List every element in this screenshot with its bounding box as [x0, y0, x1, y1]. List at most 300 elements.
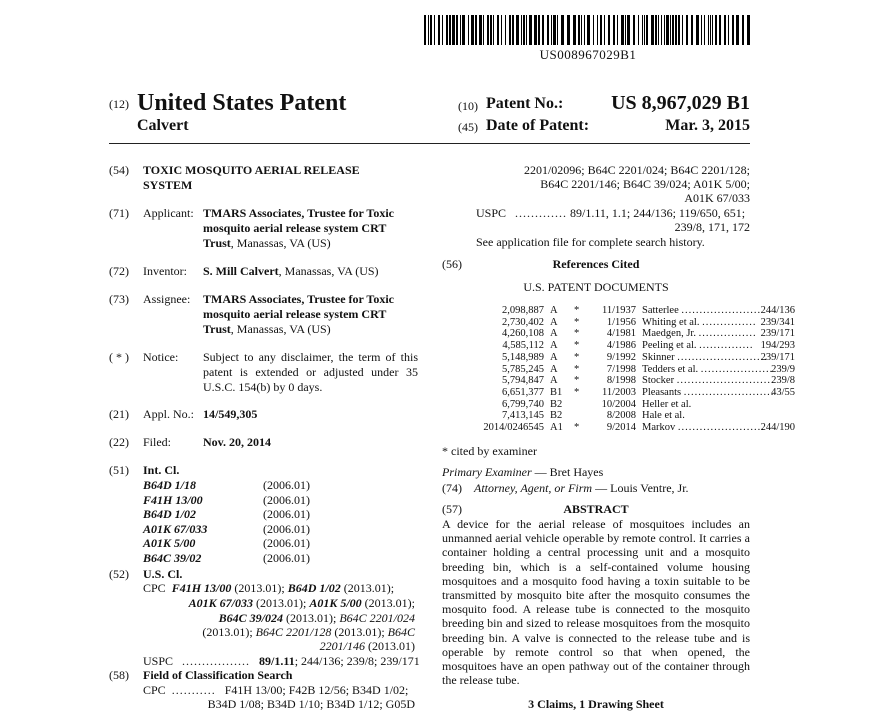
- ref-cited-star: *: [574, 305, 580, 316]
- int-cl-class: A01K 5/00: [143, 536, 196, 550]
- barcode-bar: [581, 15, 582, 45]
- field-search-line-2: B34D 1/08; B34D 1/10; B34D 1/12; G05D: [207, 697, 415, 711]
- code-56: (56): [442, 257, 462, 271]
- ref-cited-star: [574, 410, 586, 422]
- ref-class: 244/190: [760, 422, 795, 434]
- code-52: (52): [109, 567, 129, 581]
- barcode-bar: [424, 15, 426, 45]
- barcode-bar: [724, 15, 726, 45]
- patent-number-label: Patent No.:: [486, 95, 564, 112]
- date-of-patent-label: Date of Patent:: [486, 117, 590, 134]
- ref-class: 239/171: [760, 328, 795, 340]
- leader-dots: ...............: [702, 316, 757, 328]
- int-cl-class: B64C 39/02: [143, 550, 202, 565]
- ref-class: [727, 410, 795, 422]
- primary-examiner-name: — Bret Hayes: [531, 465, 604, 479]
- barcode-bar: [553, 15, 556, 45]
- filed-label: Filed:: [143, 435, 172, 449]
- barcode-bar: [627, 15, 630, 45]
- barcode-bar: [644, 15, 645, 45]
- ref-number: 4,585,112: [502, 340, 544, 352]
- barcode-bar: [516, 15, 519, 45]
- ref-kind: B1: [550, 386, 563, 398]
- barcode-bar: [747, 15, 750, 45]
- leader-dots: ...........................: [676, 375, 775, 387]
- ref-kind: B2: [550, 398, 563, 410]
- leader-dots: .................: [182, 654, 251, 668]
- notice-text: Subject to any disclaimer, the term of this patent is extended or adjusted under 35 U.S.C. 154(b) by 0 days.: [203, 350, 418, 394]
- primary-examiner-label: Primary Examiner: [442, 465, 532, 479]
- barcode-bar: [526, 15, 527, 45]
- barcode-bar: [651, 15, 654, 45]
- barcode-bar: [529, 15, 532, 45]
- ref-inventor: [642, 340, 754, 352]
- uspc-primary: 89/1.11: [259, 654, 295, 668]
- invention-title: TOXIC MOSQUITO AERIAL RELEASE SYSTEM: [143, 163, 360, 192]
- barcode-bar: [557, 15, 558, 45]
- us-cl-cpc-line-3: [219, 611, 415, 626]
- field-of-search-label: Field of Classification Search: [143, 668, 293, 682]
- ref-kind: A: [550, 316, 558, 328]
- barcode-bar: [434, 15, 435, 45]
- int-cl-class: B64D 1/18: [143, 478, 197, 492]
- int-cl-label: Int. Cl.: [143, 463, 180, 477]
- barcode-bar: [490, 15, 492, 45]
- ref-inventor: [642, 399, 727, 411]
- ref-number: 4,260,108: [502, 328, 544, 340]
- uspc-prefix: USPC: [143, 654, 174, 668]
- ref-cited-star: *: [574, 375, 580, 387]
- barcode-bar: [487, 15, 489, 45]
- barcode-bar: [732, 15, 734, 45]
- barcode-bar: [561, 15, 564, 45]
- cpc-prefix: CPC: [143, 581, 166, 595]
- barcode-bar: [600, 15, 602, 45]
- code-10: (10): [458, 99, 478, 113]
- barcode-bar: [551, 15, 552, 45]
- leader-dots: ...............: [699, 340, 754, 352]
- leader-dots: ................: [698, 328, 757, 340]
- reference-row: [460, 352, 795, 364]
- code-72: (72): [109, 264, 129, 278]
- applicant-name: TMARS Associates, Trustee for Toxic mosquito aerial release system CRT Trust: [203, 206, 394, 250]
- ref-cited-star: *: [574, 422, 580, 434]
- cpc-class: A01K 5/00: [309, 596, 362, 610]
- us-cl-label: U.S. Cl.: [143, 567, 183, 581]
- attorney-line: [474, 481, 689, 496]
- ref-kind: A: [550, 363, 558, 375]
- barcode-bar: [691, 15, 693, 45]
- cpc-version: (2013.01);: [361, 596, 415, 610]
- barcode-bar: [438, 15, 440, 45]
- barcode-bar: [442, 15, 443, 45]
- barcode-bar: [710, 15, 711, 45]
- ref-inventor: [642, 351, 768, 364]
- barcode-bar: [593, 15, 594, 45]
- int-cl-version: (2006.01): [263, 536, 310, 550]
- leader-dots: .............: [515, 206, 568, 220]
- ref-date: 7/1998: [606, 363, 636, 375]
- ref-date: 10/2004: [601, 398, 636, 410]
- ref-date: 9/1992: [606, 351, 636, 363]
- abstract-title: ABSTRACT: [563, 502, 629, 516]
- ref-number: 6,651,377: [502, 386, 544, 398]
- cpc-version: (2013.01);: [283, 611, 340, 625]
- ref-class: 244/136: [760, 305, 795, 316]
- attorney-label: Attorney, Agent, or Firm: [474, 481, 593, 495]
- assignee-location: , Manassas, VA (US): [230, 322, 331, 336]
- code-45: (45): [458, 120, 478, 134]
- barcode-bar: [512, 15, 514, 45]
- reference-row: [460, 375, 795, 387]
- date-of-patent: Mar. 3, 2015: [665, 117, 750, 134]
- ref-inventor: [642, 422, 765, 434]
- barcode-bar: [509, 15, 511, 45]
- patent-number: US 8,967,029 B1: [611, 92, 750, 114]
- barcode-bar: [449, 15, 451, 45]
- barcode-bar: [708, 15, 709, 45]
- cpc-class: B64C: [387, 625, 415, 639]
- ref-date: 11/2003: [601, 386, 636, 398]
- ref-class: 194/293: [760, 340, 795, 352]
- barcode-bar: [613, 15, 615, 45]
- reference-row: [460, 422, 795, 434]
- ref-inventor: [642, 363, 774, 376]
- ref-cited-star: *: [574, 340, 580, 352]
- barcode-bar: [742, 15, 744, 45]
- inventor-label: Inventor:: [143, 264, 187, 278]
- barcode-bar: [682, 15, 683, 45]
- inventor-full-name: S. Mill Calvert: [203, 264, 279, 278]
- ref-kind: A: [550, 375, 558, 387]
- ref-class: 43/55: [771, 386, 795, 398]
- leader-dots: ....................: [700, 363, 774, 375]
- uspc-others: ; 244/136; 239/8; 239/171: [294, 654, 420, 668]
- barcode-bar: [621, 15, 624, 45]
- ref-cited-star: *: [574, 316, 580, 328]
- ref-inventor-text: Heller et al.: [642, 398, 692, 410]
- barcode-bar: [475, 15, 477, 45]
- primary-examiner-line: [442, 465, 603, 480]
- code-73: (73): [109, 292, 129, 306]
- int-cl-version: (2006.01): [263, 521, 310, 536]
- reference-row: [460, 305, 795, 317]
- inventor-location: , Manassas, VA (US): [278, 264, 379, 278]
- ref-inventor-text: Hale et al.: [642, 410, 685, 422]
- barcode-bar: [430, 15, 432, 45]
- barcode-bar: [483, 15, 484, 45]
- ref-number: 2,730,402: [502, 316, 544, 328]
- cpc-version: (2013.01);: [202, 625, 256, 639]
- cpc-version: (2013.01);: [231, 581, 288, 595]
- inventor-surname: Calvert: [137, 117, 189, 134]
- ref-inventor: [642, 386, 775, 399]
- ref-class: 239/8: [771, 375, 795, 387]
- filed-value: Nov. 20, 2014: [203, 435, 272, 449]
- barcode-bar: [712, 15, 713, 45]
- us-cl-cpc-line-5: [320, 639, 415, 654]
- barcode-bar: [468, 15, 469, 45]
- barcode-bar: [736, 15, 739, 45]
- claims-summary: 3 Claims, 1 Drawing Sheet: [528, 697, 664, 711]
- document-type: United States Patent: [137, 90, 347, 116]
- appl-no-label: Appl. No.:: [143, 407, 194, 421]
- barcode-bar: [655, 15, 657, 45]
- leader-dots: ......................: [681, 305, 762, 316]
- barcode-bar: [686, 15, 688, 45]
- code-12: (12): [109, 97, 129, 111]
- ref-cited-star: *: [574, 386, 580, 398]
- ref-kind: A: [550, 328, 558, 340]
- leader-dots: .........................: [683, 386, 775, 398]
- ref-kind: A1: [550, 422, 563, 434]
- ref-class: 239/9: [771, 363, 795, 375]
- barcode-bar: [479, 15, 482, 45]
- uspc-classes: 89/1.11, 1.1; 244/136; 119/650, 651;: [570, 206, 746, 220]
- us-cl-cpc-line-2: [189, 596, 415, 611]
- ref-date: 9/2014: [606, 422, 636, 434]
- barcode-bar: [658, 15, 659, 45]
- ref-inventor-text: Skinner: [642, 351, 675, 363]
- us-cl-uspc-line: [143, 654, 420, 669]
- ref-date: 8/1998: [606, 375, 636, 387]
- barcode-bar: [542, 15, 544, 45]
- barcode-bar: [719, 15, 721, 45]
- ref-inventor-text: Peeling et al.: [642, 340, 697, 352]
- references-cited-title: References Cited: [552, 257, 640, 271]
- applicant-location: , Manassas, VA (US): [230, 236, 331, 250]
- us-patent-documents-heading: U.S. PATENT DOCUMENTS: [523, 280, 669, 294]
- ref-cited-star: *: [574, 328, 580, 340]
- cpc-class: B64C 2201/128: [255, 625, 332, 639]
- appl-no-value: 14/549,305: [203, 407, 258, 421]
- barcode-bar: [638, 15, 639, 45]
- ref-inventor-text: Maedgen, Jr.: [642, 328, 696, 340]
- int-cl-class: B64D 1/02: [143, 507, 197, 521]
- barcode-bar: [661, 15, 662, 45]
- int-cl-row: [143, 551, 310, 566]
- barcode-bar: [501, 15, 502, 45]
- barcode-bar: [666, 15, 669, 45]
- code-51: (51): [109, 463, 129, 477]
- ref-number: 5,794,847: [502, 375, 544, 387]
- barcode-bar: [505, 15, 506, 45]
- barcode-bar: [704, 15, 705, 45]
- barcode-bar: [675, 15, 677, 45]
- see-application-note: See application file for complete search history.: [476, 235, 705, 249]
- ref-number: 6,799,740: [502, 398, 544, 410]
- leader-dots: ...........: [171, 683, 216, 697]
- barcode-bar: [604, 15, 605, 45]
- reference-row: [460, 364, 795, 376]
- ref-inventor: [642, 316, 757, 329]
- ref-inventor-text: Stocker: [642, 375, 675, 387]
- barcode-bar: [670, 15, 671, 45]
- ref-inventor-text: Whiting et al.: [642, 316, 700, 328]
- assignee-field: [203, 292, 418, 337]
- ref-cited-star: *: [574, 351, 580, 363]
- barcode-bar: [696, 15, 699, 45]
- barcode-bar: [452, 15, 455, 45]
- barcode-bar: [578, 15, 580, 45]
- ref-cited-star: *: [574, 363, 580, 375]
- barcode-bar: [428, 15, 429, 45]
- ref-kind: A: [550, 340, 558, 352]
- barcode-bar: [534, 15, 537, 45]
- ref-number: 2,098,887: [502, 305, 544, 316]
- applicant-field: [203, 206, 418, 251]
- ref-number: 2014/0246545: [483, 422, 544, 434]
- cpc-class: A01K 67/033: [188, 596, 253, 610]
- us-cl-cpc-line-1: [143, 581, 394, 596]
- ref-inventor-text: Markov: [642, 422, 676, 434]
- search-classes: F41H 13/00; F42B 12/56; B34D 1/02;: [224, 683, 409, 697]
- ref-number: 7,413,145: [502, 410, 544, 422]
- code-71: (71): [109, 206, 129, 220]
- barcode-bar: [547, 15, 549, 45]
- cpc-version: (2013.01);: [340, 581, 395, 595]
- code-58: (58): [109, 668, 129, 682]
- cpc-class: 2201/146: [319, 639, 365, 653]
- cpc-class: B64C 2201/024: [339, 611, 415, 625]
- int-cl-class: A01K 67/033: [143, 521, 208, 536]
- search-cont-line-1: 2201/02096; B64C 2201/024; B64C 2201/128;: [523, 163, 750, 177]
- ref-inventor: [642, 375, 775, 387]
- code-21: (21): [109, 407, 129, 421]
- barcode-bar: [642, 15, 643, 45]
- int-cl-class: F41H 13/00: [143, 492, 203, 507]
- ref-inventor: [642, 305, 762, 317]
- reference-row: [460, 317, 795, 329]
- int-cl-row: [143, 522, 310, 537]
- barcode-bar: [523, 15, 525, 45]
- applicant-label: Applicant:: [143, 206, 194, 220]
- code-22: (22): [109, 435, 129, 449]
- reference-row: [460, 340, 795, 352]
- cpc-class: B64C 39/024: [218, 611, 283, 625]
- barcode-bar: [538, 15, 540, 45]
- ref-inventor-text: Tedders et al.: [642, 363, 699, 375]
- barcode-bar: [625, 15, 626, 45]
- cpc-version: (2013.01);: [253, 596, 310, 610]
- reference-row: [460, 328, 795, 340]
- leader-dots: .........................: [677, 351, 768, 363]
- assignee-label: Assignee:: [143, 292, 191, 306]
- barcode-bar: [633, 15, 635, 45]
- int-cl-row: [143, 507, 310, 522]
- ref-class: [727, 399, 795, 411]
- assignee-name: TMARS Associates, Trustee for Toxic mosquito aerial release system CRT Trust: [203, 292, 394, 336]
- barcode-bar: [567, 15, 570, 45]
- cpc-class: F41H 13/00: [171, 581, 232, 595]
- ref-inventor-text: Satterlee: [642, 305, 679, 316]
- attorney-name: — Louis Ventre, Jr.: [592, 481, 689, 495]
- cpc-version: (2013.01);: [331, 625, 388, 639]
- ref-inventor-text: Pleasants: [642, 386, 682, 398]
- barcode-bar: [460, 15, 461, 45]
- search-uspc-line-1: [476, 206, 745, 221]
- cpc-class: B64D 1/02: [287, 581, 341, 595]
- ref-number: 5,785,245: [502, 363, 544, 375]
- code-notice: ( * ): [109, 350, 129, 364]
- inventor-field: [203, 264, 379, 279]
- header-divider: [109, 143, 750, 144]
- leader-dots: ........................: [677, 422, 765, 434]
- references-table: [460, 305, 795, 434]
- int-cl-table: [143, 478, 310, 565]
- barcode-bar: [664, 15, 665, 45]
- int-cl-version: (2006.01): [263, 478, 310, 492]
- barcode-bar: [471, 15, 474, 45]
- int-cl-version: (2006.01): [263, 507, 310, 521]
- code-57: (57): [442, 502, 462, 516]
- barcode-bar: [456, 15, 458, 45]
- barcode-bar: [608, 15, 610, 45]
- notice-label: Notice:: [143, 350, 179, 364]
- ref-date: 8/2008: [606, 410, 636, 422]
- int-cl-version: (2006.01): [263, 550, 310, 565]
- cited-by-examiner-note: * cited by examiner: [442, 444, 537, 458]
- barcode-bar: [497, 15, 499, 45]
- field-search-line-1: [143, 683, 408, 698]
- code-54: (54): [109, 163, 129, 177]
- reference-row: [460, 410, 795, 422]
- barcode-bar: [462, 15, 465, 45]
- uspc-prefix: USPC: [476, 206, 507, 220]
- barcode-bar: [597, 15, 598, 45]
- abstract-text: A device for the aerial release of mosquitoes includes an unmanned aerial vehicle operable by remote control. It carries a container holding a central processing unit and a mosquito breeding bin, which is a self-contained volume housing mosquitoes and a mosquito food having a toxin suitable to be transmitted by mosquito bite after the mosquito consumes the mosquito food. A release tube is connected to the mosquito breeding bin and sized to release mosquitoes from the mosquito breeding bin. A valve is connected to the release tube and is operable by remote control so that when opened, the mosquitoes have an open pathway out of the container through the release tube.: [442, 517, 750, 688]
- cpc-version: (2013.01): [365, 639, 415, 653]
- barcode-bar: [701, 15, 702, 45]
- barcode-bar: [728, 15, 729, 45]
- ref-number: 5,148,989: [502, 351, 544, 363]
- code-74: (74): [442, 481, 462, 495]
- ref-date: 1/1956: [606, 316, 636, 328]
- barcode-bar: [646, 15, 648, 45]
- barcode-bar: [493, 15, 494, 45]
- barcode-bar: [617, 15, 618, 45]
- search-cont-line-2: B64C 2201/146; B64C 39/024; A01K 5/00;: [540, 177, 750, 191]
- ref-cited-star: [574, 399, 586, 411]
- reference-row: [460, 399, 795, 411]
- barcode-bar: [573, 15, 576, 45]
- barcode-bar: [715, 15, 717, 45]
- ref-class: 239/171: [760, 351, 795, 363]
- barcode-bar: [446, 15, 448, 45]
- us-cl-cpc-line-4: [202, 625, 415, 640]
- ref-kind: A: [550, 351, 558, 363]
- int-cl-row: [143, 536, 310, 551]
- reference-row: [460, 387, 795, 399]
- int-cl-row: [143, 493, 310, 508]
- ref-kind: A: [550, 305, 558, 316]
- search-uspc-line-2: 239/8, 171, 172: [674, 220, 750, 234]
- ref-inventor: [642, 328, 757, 340]
- cpc-prefix: CPC: [143, 683, 166, 697]
- ref-kind: B2: [550, 410, 563, 422]
- barcode-bar: [584, 15, 585, 45]
- barcode-bar: [521, 15, 522, 45]
- int-cl-version: (2006.01): [263, 492, 310, 507]
- ref-inventor: [642, 410, 727, 422]
- ref-date: 4/1986: [606, 340, 636, 352]
- ref-class: 239/341: [760, 316, 795, 328]
- barcode-image: [424, 15, 752, 45]
- barcode-bar: [672, 15, 674, 45]
- ref-date: 11/1937: [601, 305, 636, 316]
- ref-date: 4/1981: [606, 328, 636, 340]
- barcode-bar: [678, 15, 680, 45]
